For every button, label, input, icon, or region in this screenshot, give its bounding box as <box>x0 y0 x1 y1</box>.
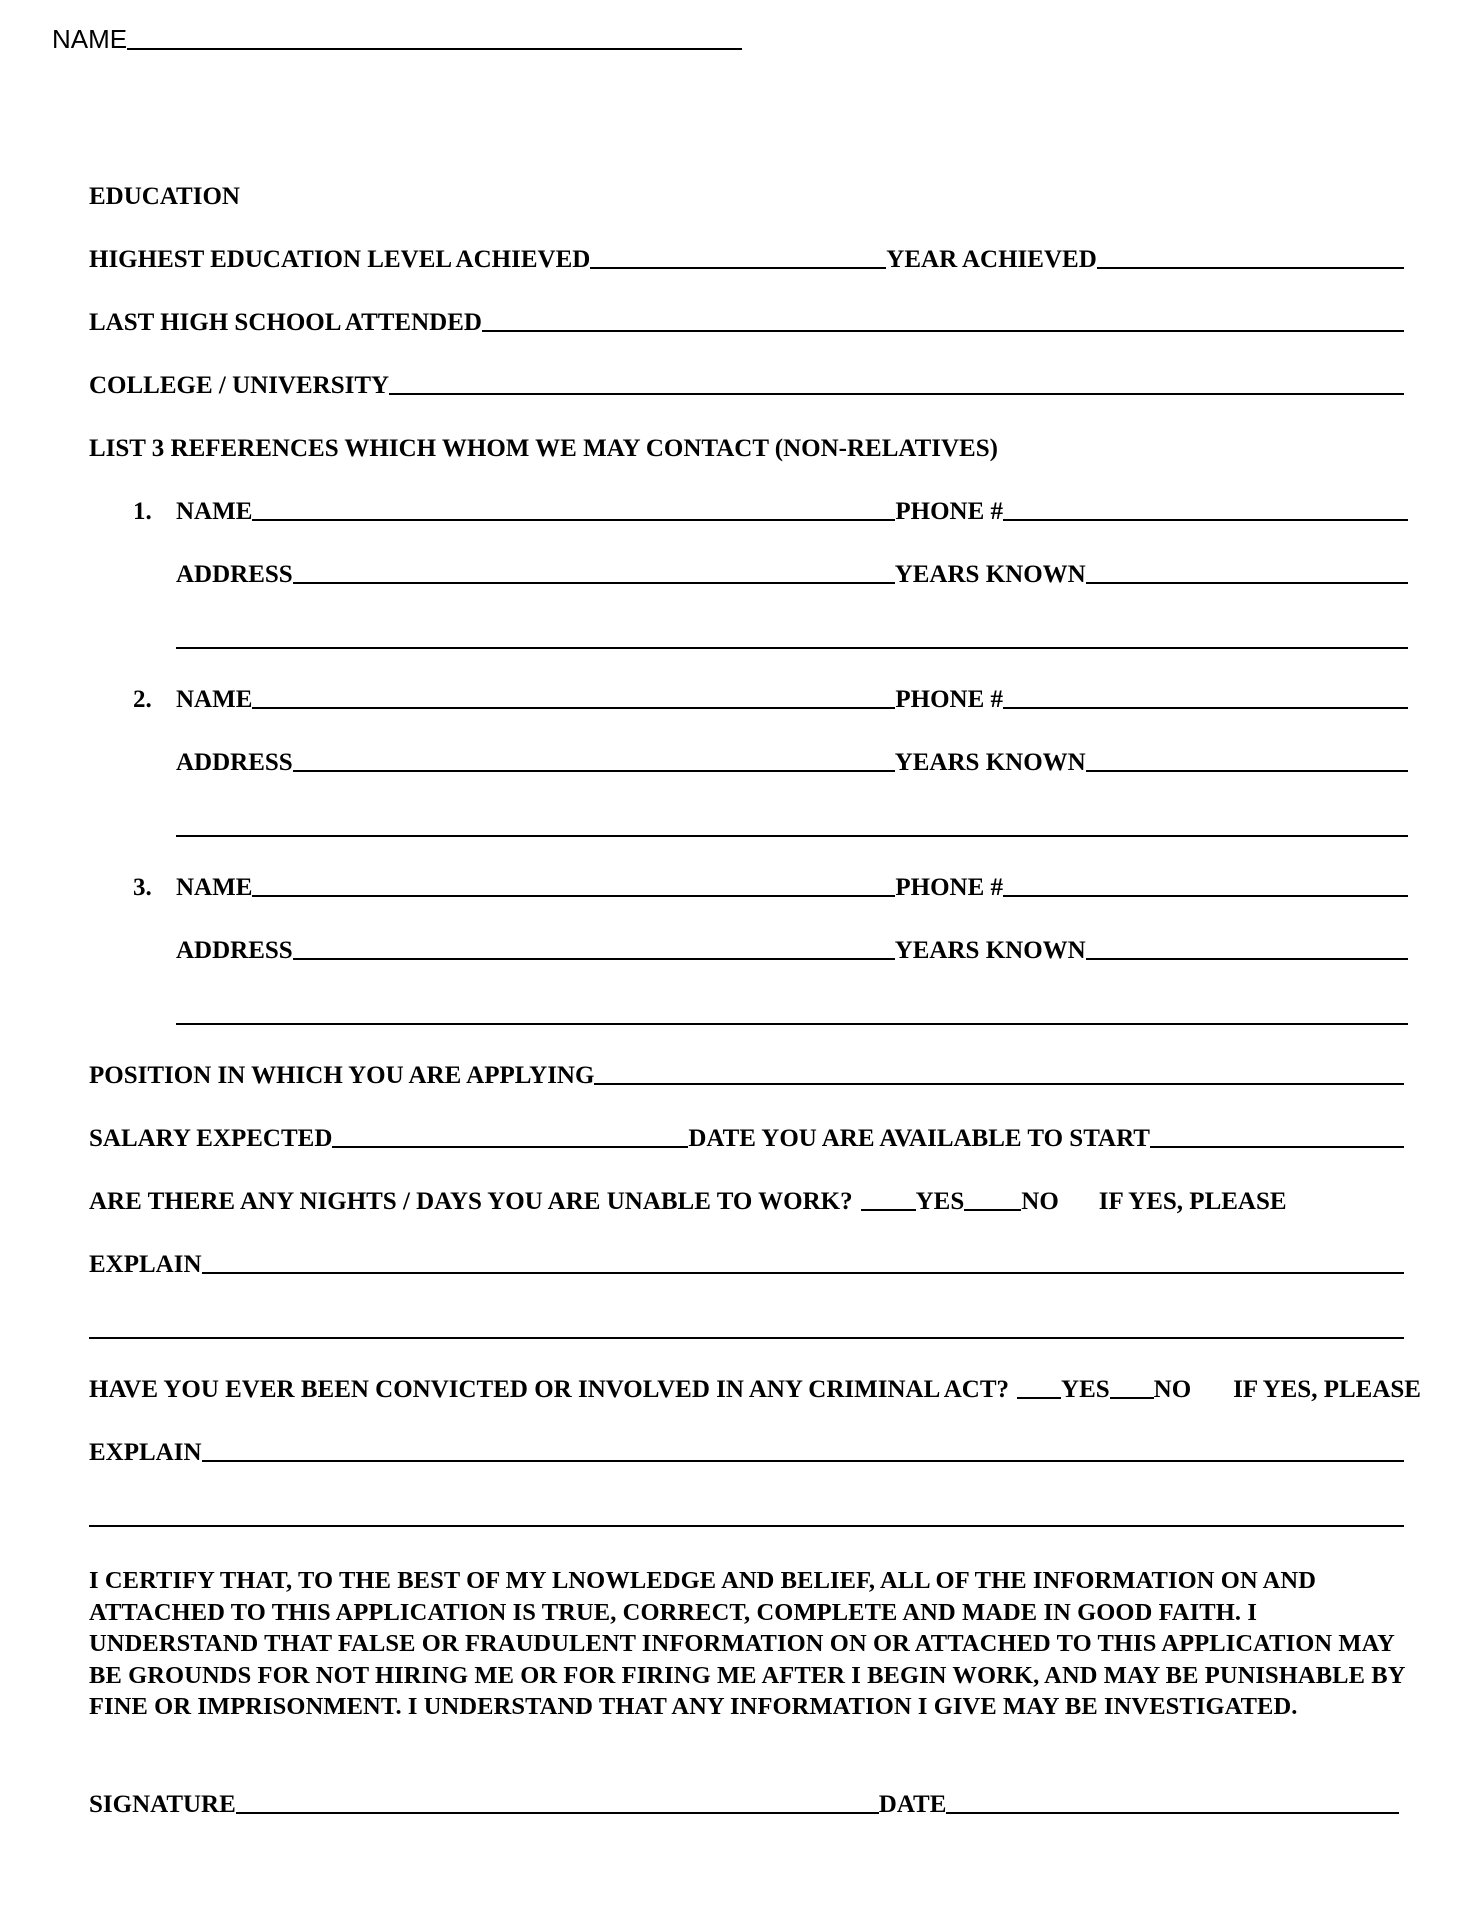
reference-2-years-known-label: YEARS KNOWN <box>894 749 1086 776</box>
criminal-yes-field[interactable] <box>1017 1397 1061 1399</box>
reference-1-name-row <box>176 498 1408 526</box>
education-heading-row <box>89 183 1404 211</box>
certification-line: BE GROUNDS FOR NOT HIRING ME OR FOR FIRING ME AFTER I BEGIN WORK, AND MAY BE PUNISHABLE BY <box>89 1661 1406 1689</box>
criminal-explain-field-2[interactable] <box>89 1525 1404 1527</box>
signature-date-field[interactable] <box>946 1812 1399 1814</box>
reference-1-address-field-2[interactable] <box>176 647 1408 649</box>
college-label: COLLEGE / UNIVERSITY <box>89 372 390 399</box>
position-label: POSITION IN WHICH YOU ARE APPLYING <box>89 1062 595 1089</box>
criminal-explain-field[interactable] <box>202 1460 1404 1462</box>
certification-statement <box>89 1565 1419 1723</box>
criminal-no-field[interactable] <box>1110 1397 1154 1399</box>
references-heading: LIST 3 REFERENCES WHICH WHOM WE MAY CONTACT (NON-RELATIVES) <box>89 435 998 462</box>
education-heading: EDUCATION <box>89 183 240 210</box>
reference-3-name-field[interactable] <box>252 895 895 897</box>
start-date-label: DATE YOU ARE AVAILABLE TO START <box>688 1125 1150 1152</box>
reference-2-name-label: NAME <box>176 686 253 713</box>
applicant-name-field[interactable] <box>127 48 742 50</box>
highest-education-label: HIGHEST EDUCATION LEVEL ACHIEVED <box>89 246 591 273</box>
year-achieved-field[interactable] <box>1097 267 1404 269</box>
availability-yes-label: YES <box>915 1188 965 1215</box>
reference-1-years-known-label: YEARS KNOWN <box>894 561 1086 588</box>
reference-2-phone-label: PHONE # <box>895 686 1004 713</box>
reference-3-phone-label: PHONE # <box>895 874 1004 901</box>
reference-3-phone-field[interactable] <box>1003 895 1408 897</box>
availability-row <box>89 1188 1404 1216</box>
availability-explain-row <box>89 1251 1404 1279</box>
availability-explain-field[interactable] <box>202 1272 1404 1274</box>
signature-field[interactable] <box>236 1812 879 1814</box>
availability-explain-field-2[interactable] <box>89 1337 1404 1339</box>
availability-question: ARE THERE ANY NIGHTS / DAYS YOU ARE UNABLE TO WORK? <box>89 1188 853 1215</box>
reference-3-name-label: NAME <box>176 874 253 901</box>
certification-line: ATTACHED TO THIS APPLICATION IS TRUE, CORRECT, COMPLETE AND MADE IN GOOD FAITH. I <box>89 1598 1257 1626</box>
criminal-explain-label: EXPLAIN <box>89 1439 202 1466</box>
reference-2-phone-field[interactable] <box>1003 707 1408 709</box>
college-row <box>89 372 1404 400</box>
availability-no-label: NO <box>1021 1188 1059 1215</box>
start-date-field[interactable] <box>1150 1146 1404 1148</box>
reference-2-name-field[interactable] <box>252 707 895 709</box>
reference-2-years-known-field[interactable] <box>1086 770 1408 772</box>
position-field[interactable] <box>594 1083 1404 1085</box>
reference-3-address-field[interactable] <box>293 958 895 960</box>
reference-3-years-known-label: YEARS KNOWN <box>894 937 1086 964</box>
signature-row <box>89 1791 1399 1819</box>
availability-no-field[interactable] <box>964 1209 1021 1211</box>
criminal-if-yes-label: IF YES, PLEASE <box>1233 1376 1421 1403</box>
criminal-explain-line2 <box>89 1502 1404 1532</box>
last-high-school-field[interactable] <box>482 330 1404 332</box>
reference-3-address-label: ADDRESS <box>176 937 293 964</box>
certification-line: UNDERSTAND THAT FALSE OR FRAUDULENT INFORMATION ON OR ATTACHED TO THIS APPLICATION MAY <box>89 1630 1395 1657</box>
signature-label: SIGNATURE <box>89 1791 236 1818</box>
availability-yes-field[interactable] <box>861 1209 916 1211</box>
salary-row <box>89 1125 1404 1153</box>
availability-explain-line2 <box>89 1314 1404 1344</box>
criminal-yes-label: YES <box>1061 1376 1110 1403</box>
criminal-explain-row <box>89 1439 1404 1467</box>
reference-3-number: 3. <box>133 874 152 901</box>
reference-2-address-field-2[interactable] <box>176 835 1408 837</box>
reference-2-number: 2. <box>133 686 152 713</box>
criminal-question: HAVE YOU EVER BEEN CONVICTED OR INVOLVED IN ANY CRIMINAL ACT? <box>89 1376 1010 1403</box>
reference-1-address-line2 <box>176 624 1408 654</box>
reference-3-address-field-2[interactable] <box>176 1023 1408 1025</box>
last-high-school-label: LAST HIGH SCHOOL ATTENDED <box>89 309 482 336</box>
reference-1-address-row <box>176 561 1408 589</box>
highest-education-field[interactable] <box>590 267 886 269</box>
reference-2-address-field[interactable] <box>293 770 895 772</box>
applicant-name-row <box>52 24 742 55</box>
college-field[interactable] <box>389 393 1404 395</box>
criminal-row <box>89 1376 1421 1404</box>
certification-line: I CERTIFY THAT, TO THE BEST OF MY LNOWLEDGE AND BELIEF, ALL OF THE INFORMATION ON AND <box>89 1567 1317 1594</box>
salary-field[interactable] <box>332 1146 688 1148</box>
position-row <box>89 1062 1404 1090</box>
reference-3-address-row <box>176 937 1408 965</box>
reference-3-address-line2 <box>176 1000 1408 1030</box>
certification-line: FINE OR IMPRISONMENT. I UNDERSTAND THAT ANY INFORMATION I GIVE MAY BE INVESTIGATED. <box>89 1693 1298 1720</box>
availability-if-yes-label: IF YES, PLEASE <box>1098 1188 1287 1215</box>
reference-1-phone-label: PHONE # <box>895 498 1004 525</box>
reference-3-years-known-field[interactable] <box>1086 958 1408 960</box>
reference-1-name-field[interactable] <box>252 519 895 521</box>
reference-2-address-label: ADDRESS <box>176 749 293 776</box>
reference-1-name-label: NAME <box>176 498 253 525</box>
last-high-school-row <box>89 309 1404 337</box>
highest-education-row <box>89 246 1404 274</box>
year-achieved-label: YEAR ACHIEVED <box>886 246 1097 273</box>
salary-label: SALARY EXPECTED <box>89 1125 333 1152</box>
references-heading-row <box>89 435 1404 463</box>
reference-1-years-known-field[interactable] <box>1086 582 1408 584</box>
reference-2-address-line2 <box>176 812 1408 842</box>
reference-1-number: 1. <box>133 498 152 525</box>
reference-3-name-row <box>176 874 1408 902</box>
reference-2-name-row <box>176 686 1408 714</box>
reference-1-address-label: ADDRESS <box>176 561 293 588</box>
reference-1-phone-field[interactable] <box>1003 519 1408 521</box>
availability-explain-label: EXPLAIN <box>89 1251 202 1278</box>
reference-2-address-row <box>176 749 1408 777</box>
applicant-name-label: NAME <box>52 24 128 54</box>
criminal-no-label: NO <box>1153 1376 1192 1403</box>
reference-1-address-field[interactable] <box>293 582 895 584</box>
signature-date-label: DATE <box>878 1791 947 1818</box>
